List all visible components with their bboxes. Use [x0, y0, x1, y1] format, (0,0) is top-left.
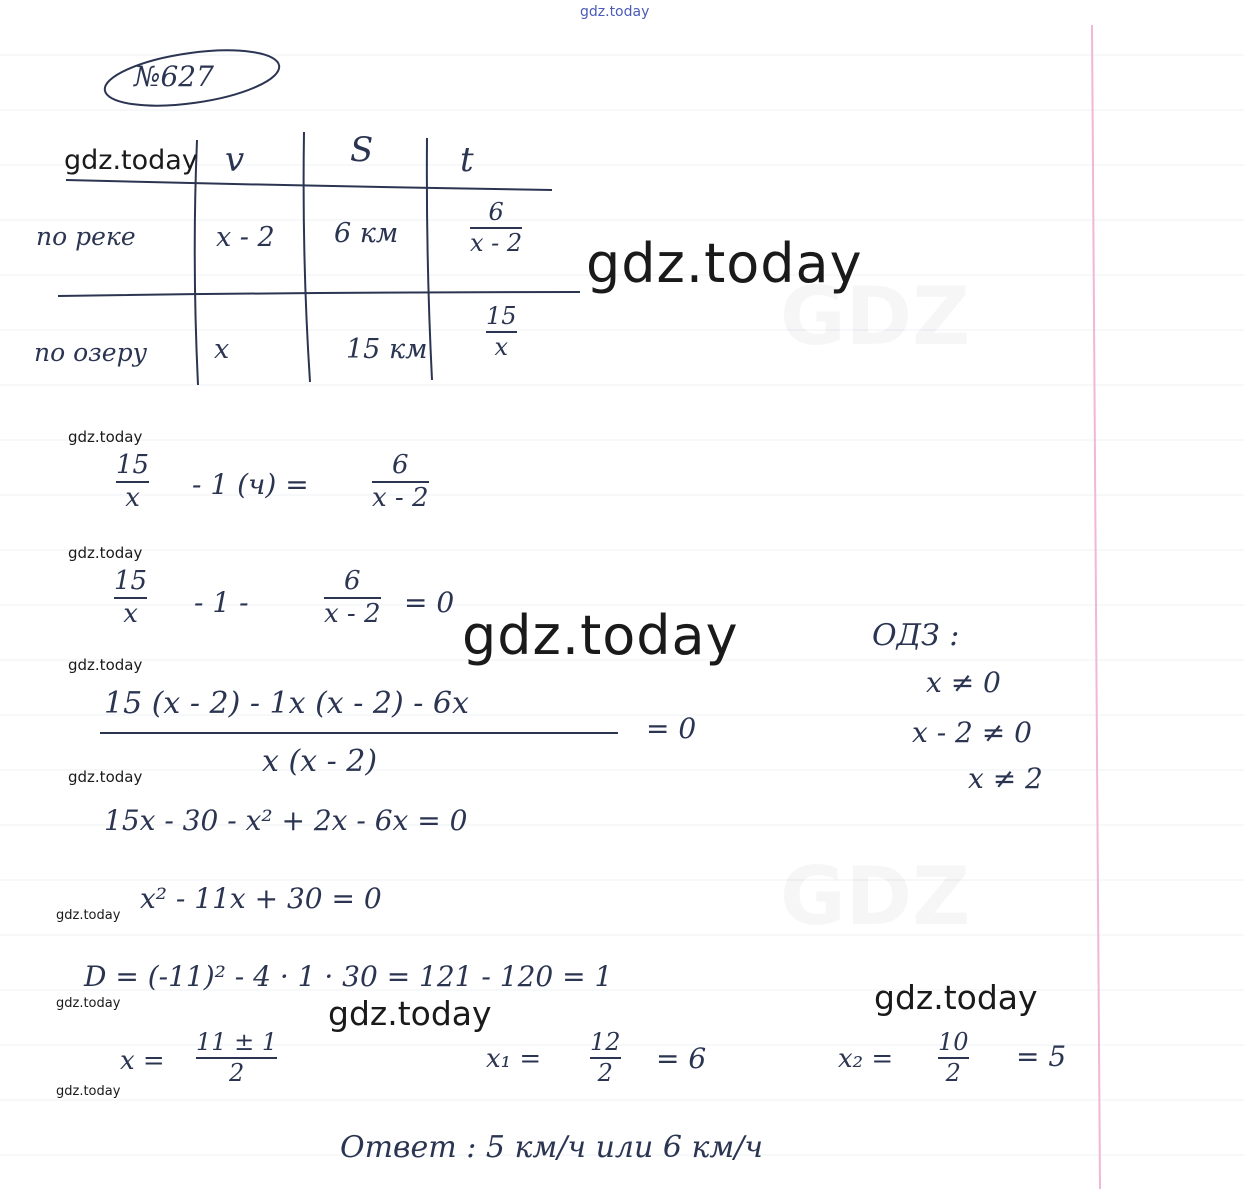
fraction-numerator: 11 ± 1	[196, 1028, 278, 1056]
watermark: gdz.today	[328, 994, 492, 1033]
watermark-top: gdz.today	[580, 4, 650, 20]
fraction-numerator: 10	[938, 1028, 969, 1056]
fraction-numerator: 15	[486, 302, 517, 330]
odz-condition-1: x ≠ 0	[926, 666, 1001, 699]
odz-title: ОДЗ :	[872, 618, 960, 653]
eq5: x² - 11x + 30 = 0	[140, 882, 382, 915]
root-x2-lhs: x₂ =	[838, 1044, 894, 1074]
eq3-numerator: 15 (x - 2) - 1x (x - 2) - 6x	[104, 686, 469, 721]
watermark: gdz.today	[68, 768, 143, 786]
watermark: gdz.today	[874, 978, 1038, 1017]
fraction-numerator: 6	[488, 198, 504, 226]
discriminant: D = (-11)² - 4 · 1 · 30 = 121 - 120 = 1	[84, 960, 613, 993]
fraction-numerator: 15	[116, 450, 150, 480]
root-x2-fraction	[938, 1030, 969, 1086]
watermark: gdz.today	[68, 656, 143, 674]
table-cell-v: x - 2	[216, 222, 275, 253]
watermark: gdz.today	[64, 145, 198, 176]
fraction-numerator: 6	[343, 566, 361, 596]
eq1-middle: - 1 (ч) =	[192, 468, 309, 501]
watermark: gdz.today	[68, 428, 143, 446]
watermark: gdz.today	[462, 604, 739, 667]
eq3-fraction-bar	[100, 732, 618, 734]
answer: Ответ : 5 км/ч или 6 км/ч	[340, 1130, 764, 1165]
eq2-fraction-right	[324, 568, 381, 629]
eq2-fraction-left	[114, 568, 147, 629]
root-x1-lhs: x₁ =	[486, 1044, 542, 1074]
root-x2-value: = 5	[1016, 1040, 1067, 1073]
eq4: 15x - 30 - x² + 2x - 6x = 0	[104, 804, 468, 837]
table-header-v: v	[225, 140, 245, 180]
watermark: gdz.today	[586, 232, 863, 295]
fraction-denominator: 2	[597, 1059, 613, 1088]
table-cell-s: 15 км	[346, 334, 428, 365]
fraction-numerator: 12	[590, 1028, 621, 1056]
fraction-denominator: 2	[945, 1059, 961, 1088]
table-cell-t	[486, 304, 517, 360]
table-cell-s: 6 км	[334, 218, 399, 249]
table-cell-t	[470, 200, 522, 256]
watermark: gdz.today	[56, 908, 121, 923]
root-x1-value: = 6	[656, 1042, 707, 1075]
roots-general-lhs: x =	[120, 1046, 165, 1076]
eq2-tail: = 0	[404, 586, 455, 619]
watermark: gdz.today	[68, 544, 143, 562]
table-row-label: по реке	[36, 222, 136, 251]
fraction-denominator: x	[494, 333, 509, 362]
eq1-fraction-left	[116, 452, 149, 513]
odz-condition-2: x - 2 ≠ 0	[912, 716, 1032, 749]
fraction-denominator: x - 2	[324, 599, 381, 630]
fraction-denominator: 2	[228, 1059, 245, 1088]
roots-general-fraction	[196, 1030, 277, 1086]
table-header-t: t	[460, 140, 474, 180]
watermark: gdz.today	[56, 1084, 121, 1099]
table-header-s: S	[350, 130, 374, 170]
eq1-fraction-right	[372, 452, 429, 513]
fraction-denominator: x	[125, 483, 140, 514]
margin-line	[1092, 25, 1100, 1189]
odz-condition-3: x ≠ 2	[968, 762, 1043, 795]
fraction-numerator: 6	[391, 450, 409, 480]
eq2-middle: - 1 -	[194, 586, 249, 619]
fraction-denominator: x - 2	[470, 229, 523, 258]
table-row-label: по озеру	[34, 338, 148, 367]
table-cell-v: x	[214, 334, 230, 365]
problem-number: №627	[134, 60, 214, 93]
ghost-mark	[780, 850, 970, 943]
root-x1-fraction	[590, 1030, 621, 1086]
fraction-numerator: 15	[114, 566, 148, 596]
watermark: gdz.today	[56, 996, 121, 1011]
fraction-denominator: x - 2	[372, 483, 429, 514]
fraction-denominator: x	[123, 599, 138, 630]
eq3-denominator: x (x - 2)	[262, 744, 378, 779]
eq3-tail: = 0	[646, 712, 697, 745]
